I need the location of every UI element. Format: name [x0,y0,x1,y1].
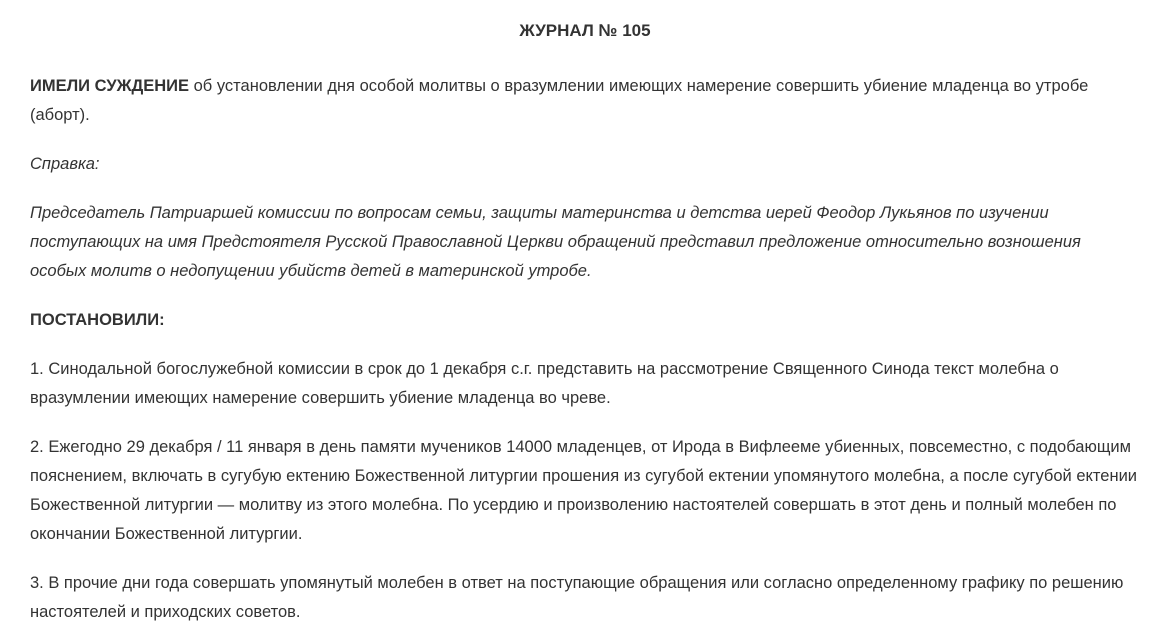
judgment-label: ИМЕЛИ СУЖДЕНИЕ [30,77,190,95]
document-title: ЖУРНАЛ № 105 [519,21,651,40]
reference-label: Справка: [30,155,100,173]
resolved-heading [30,306,1140,335]
resolved-label: ПОСТАНОВИЛИ: [30,311,165,329]
judgment-text: об установлении дня особой молитвы о вразумлении имеющих намерение совершить убиение младенца во утробе (аборт). [30,77,1089,124]
reference-paragraph: Председатель Патриаршей комиссии по вопросам семьи, защиты материнства и детства иерей Феодор Лукьянов по изучении поступающих на имя Предстоятеля Русской Православной Церкви обращений представил предложение относительно возношения особых молитв о недопущении убийств детей в материнской утробе. [30,204,1081,280]
resolution-item-3: 3. В прочие дни года совершать упомянутый молебен в ответ на поступающие обращения или согласно определенному графику по решению настоятелей и приходских советов. [30,574,1124,621]
judgment-paragraph [30,72,1140,130]
resolution-item-2: 2. Ежегодно 29 декабря / 11 января в день памяти мучеников 14000 младенцев, от Ирода в Вифлееме убиенных, повсеместно, с подобающим пояснением, включать в сугубую ектению Божественной литургии прошения из сугубой ектении упомянутого молебна, а после сугубой ектении Божественной литургии — молитву из этого молебна. По усердию и произволению настоятелей совершать в этот день и полный молебен по окончании Божественной литургии. [30,438,1138,543]
resolution-item-1: 1. Синодальной богослужебной комиссии в срок до 1 декабря с.г. представить на рассмотрение Священного Синода текст молебна о вразумлении имеющих намерение совершить убиение младенца во чреве. [30,360,1059,407]
